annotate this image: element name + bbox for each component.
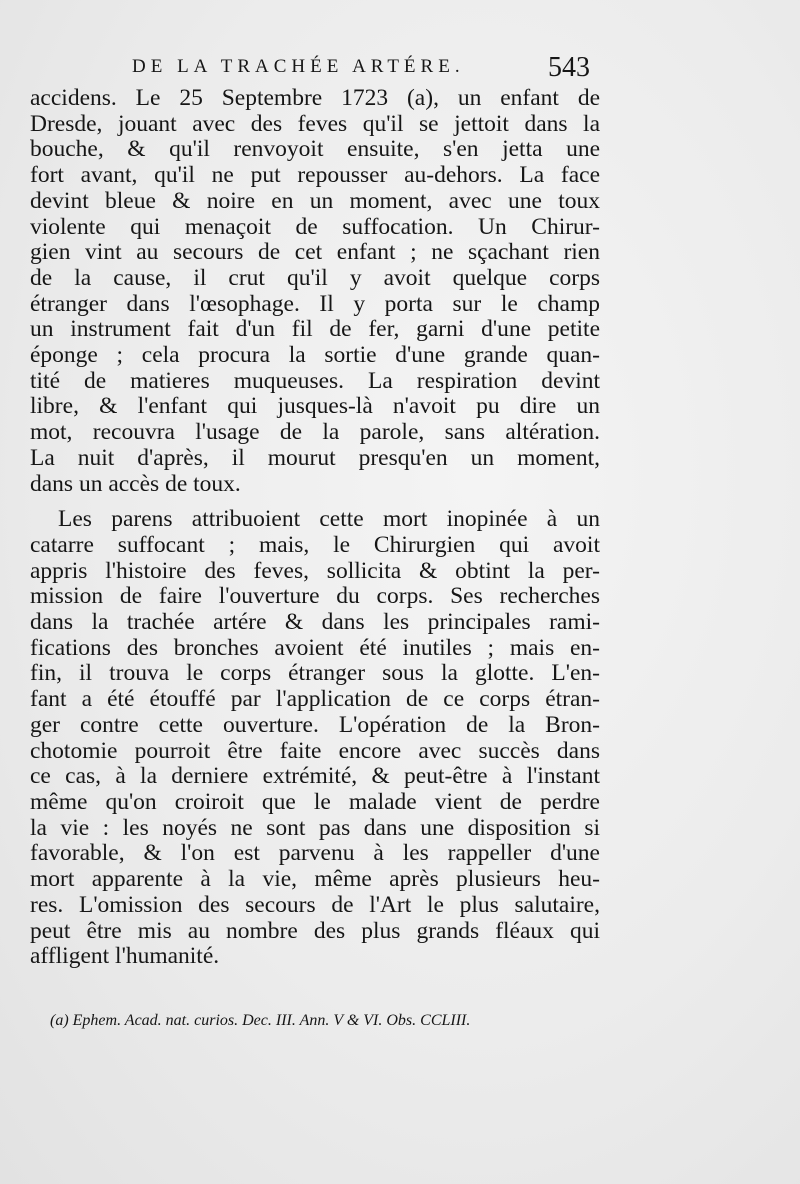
text-line: catarre suffocant ; mais, le Chirurgien qui avoit <box>30 531 600 558</box>
text-line: étranger dans l'œsophage. Il y porta sur le champ <box>30 290 600 317</box>
footnote: (a) Ephem. Acad. nat. curios. Dec. III. Ann. V & VI. Obs. CCLIII. <box>50 1012 471 1029</box>
text-line: ger contre cette ouverture. L'opération de la Bron- <box>30 711 600 738</box>
body-text <box>30 86 600 970</box>
text-line: ce cas, à la derniere extrémité, & peut-être à l'instant <box>30 763 600 790</box>
text-line: même qu'on croiroit que le malade vient de perdre <box>30 788 600 815</box>
text-line: chotomie pourroit être faite encore avec succès dans <box>30 737 600 764</box>
text-line: tité de matieres muqueuses. La respiration devint <box>30 367 600 394</box>
text-line: gien vint au secours de cet enfant ; ne sçachant rien <box>30 239 600 266</box>
text-line: de la cause, il crut qu'il y avoit quelque corps <box>30 264 600 291</box>
running-head: DE LA TRACHÉE ARTÉRE. <box>132 56 465 77</box>
text-line: Dresde, jouant avec des feves qu'il se jettoit dans la <box>30 110 600 137</box>
text-line: dans un accès de toux. <box>30 470 241 497</box>
text-line: res. L'omission des secours de l'Art le plus salutaire, <box>30 891 600 918</box>
text-line: un instrument fait d'un fil de fer, garni d'une petite <box>30 316 600 343</box>
text-line: fant a été étouffé par l'application de ce corps étran- <box>30 686 600 713</box>
paragraph-1 <box>30 86 600 497</box>
text-line: la vie : les noyés ne sont pas dans une disposition si <box>30 814 600 841</box>
text-line: peut être mis au nombre des plus grands fléaux qui <box>30 917 600 944</box>
text-line: Les parens attribuoient cette mort inopinée à un <box>58 506 600 533</box>
text-line: affligent l'humanité. <box>30 943 220 970</box>
paragraph-2 <box>30 507 600 970</box>
text-line: dans la trachée artére & dans les principales rami- <box>30 609 600 636</box>
text-line: fin, il trouva le corps étranger sous la glotte. L'en- <box>30 660 600 687</box>
text-line: mort apparente à la vie, même après plusieurs heu- <box>30 866 600 893</box>
text-line: mission de faire l'ouverture du corps. Ses recherches <box>30 583 600 610</box>
page-number: 543 <box>548 52 590 83</box>
text-line: favorable, & l'on est parvenu à les rappeller d'une <box>30 840 600 867</box>
text-line: libre, & l'enfant qui jusques-là n'avoit pu dire un <box>30 393 600 420</box>
text-line: mot, recouvra l'usage de la parole, sans altération. <box>30 419 600 446</box>
text-line: fort avant, qu'il ne put repousser au-dehors. La face <box>30 162 600 189</box>
text-line: fications des bronches avoient été inutiles ; mais en- <box>30 634 600 661</box>
text-line: bouche, & qu'il renvoyoit ensuite, s'en jetta une <box>30 136 600 163</box>
text-line: appris l'histoire des feves, sollicita & obtint la per- <box>30 557 600 584</box>
text-line: accidens. Le 25 Septembre 1723 (a), un enfant de <box>30 85 600 111</box>
text-line: éponge ; cela procura la sortie d'une grande quan- <box>30 342 600 369</box>
text-line: violente qui menaçoit de suffocation. Un Chirur- <box>30 213 600 240</box>
text-line: La nuit d'après, il mourut presqu'en un moment, <box>30 444 600 471</box>
text-line: devint bleue & noire en un moment, avec une toux <box>30 187 600 214</box>
